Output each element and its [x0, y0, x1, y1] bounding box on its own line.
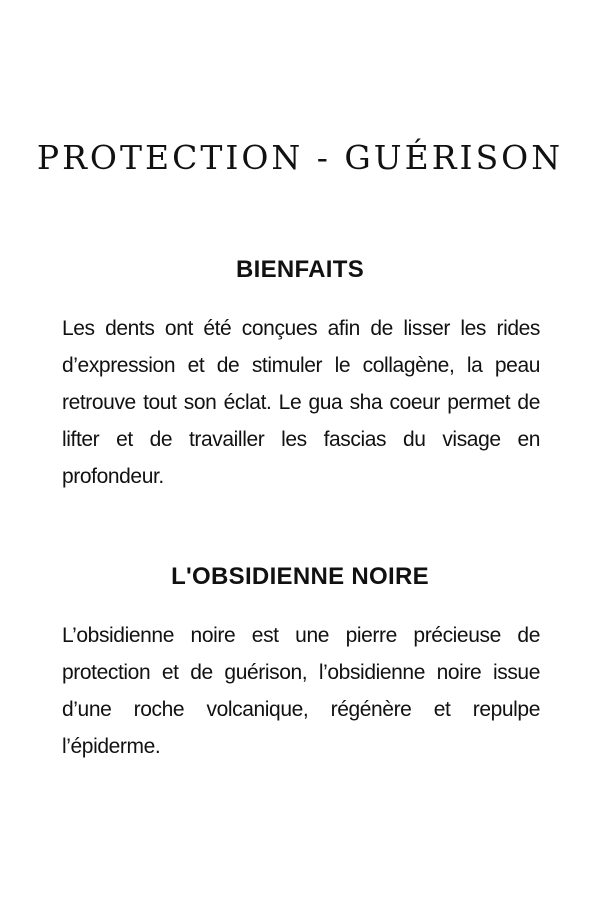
section-heading-obsidienne: L'OBSIDIENNE NOIRE	[171, 563, 429, 590]
section-heading-bienfaits: BIENFAITS	[235, 256, 365, 283]
section-text-obsidienne: L’obsidienne noire est une pierre précieuse de protection et de guérison, l’obsidienne noire issue d’une roche volcanique, régénère et repulpe l’épiderme.	[62, 624, 540, 758]
section-text-bienfaits: Les dents ont été conçues afin de lisser les rides d’expression et de stimuler le collagène, la peau retrouve tout son éclat. Le gua sha coeur permet de lifter et de travailler les fascias du visage en profondeur.	[62, 317, 540, 488]
page-title: PROTECTION - GUÉRISON	[36, 138, 564, 177]
